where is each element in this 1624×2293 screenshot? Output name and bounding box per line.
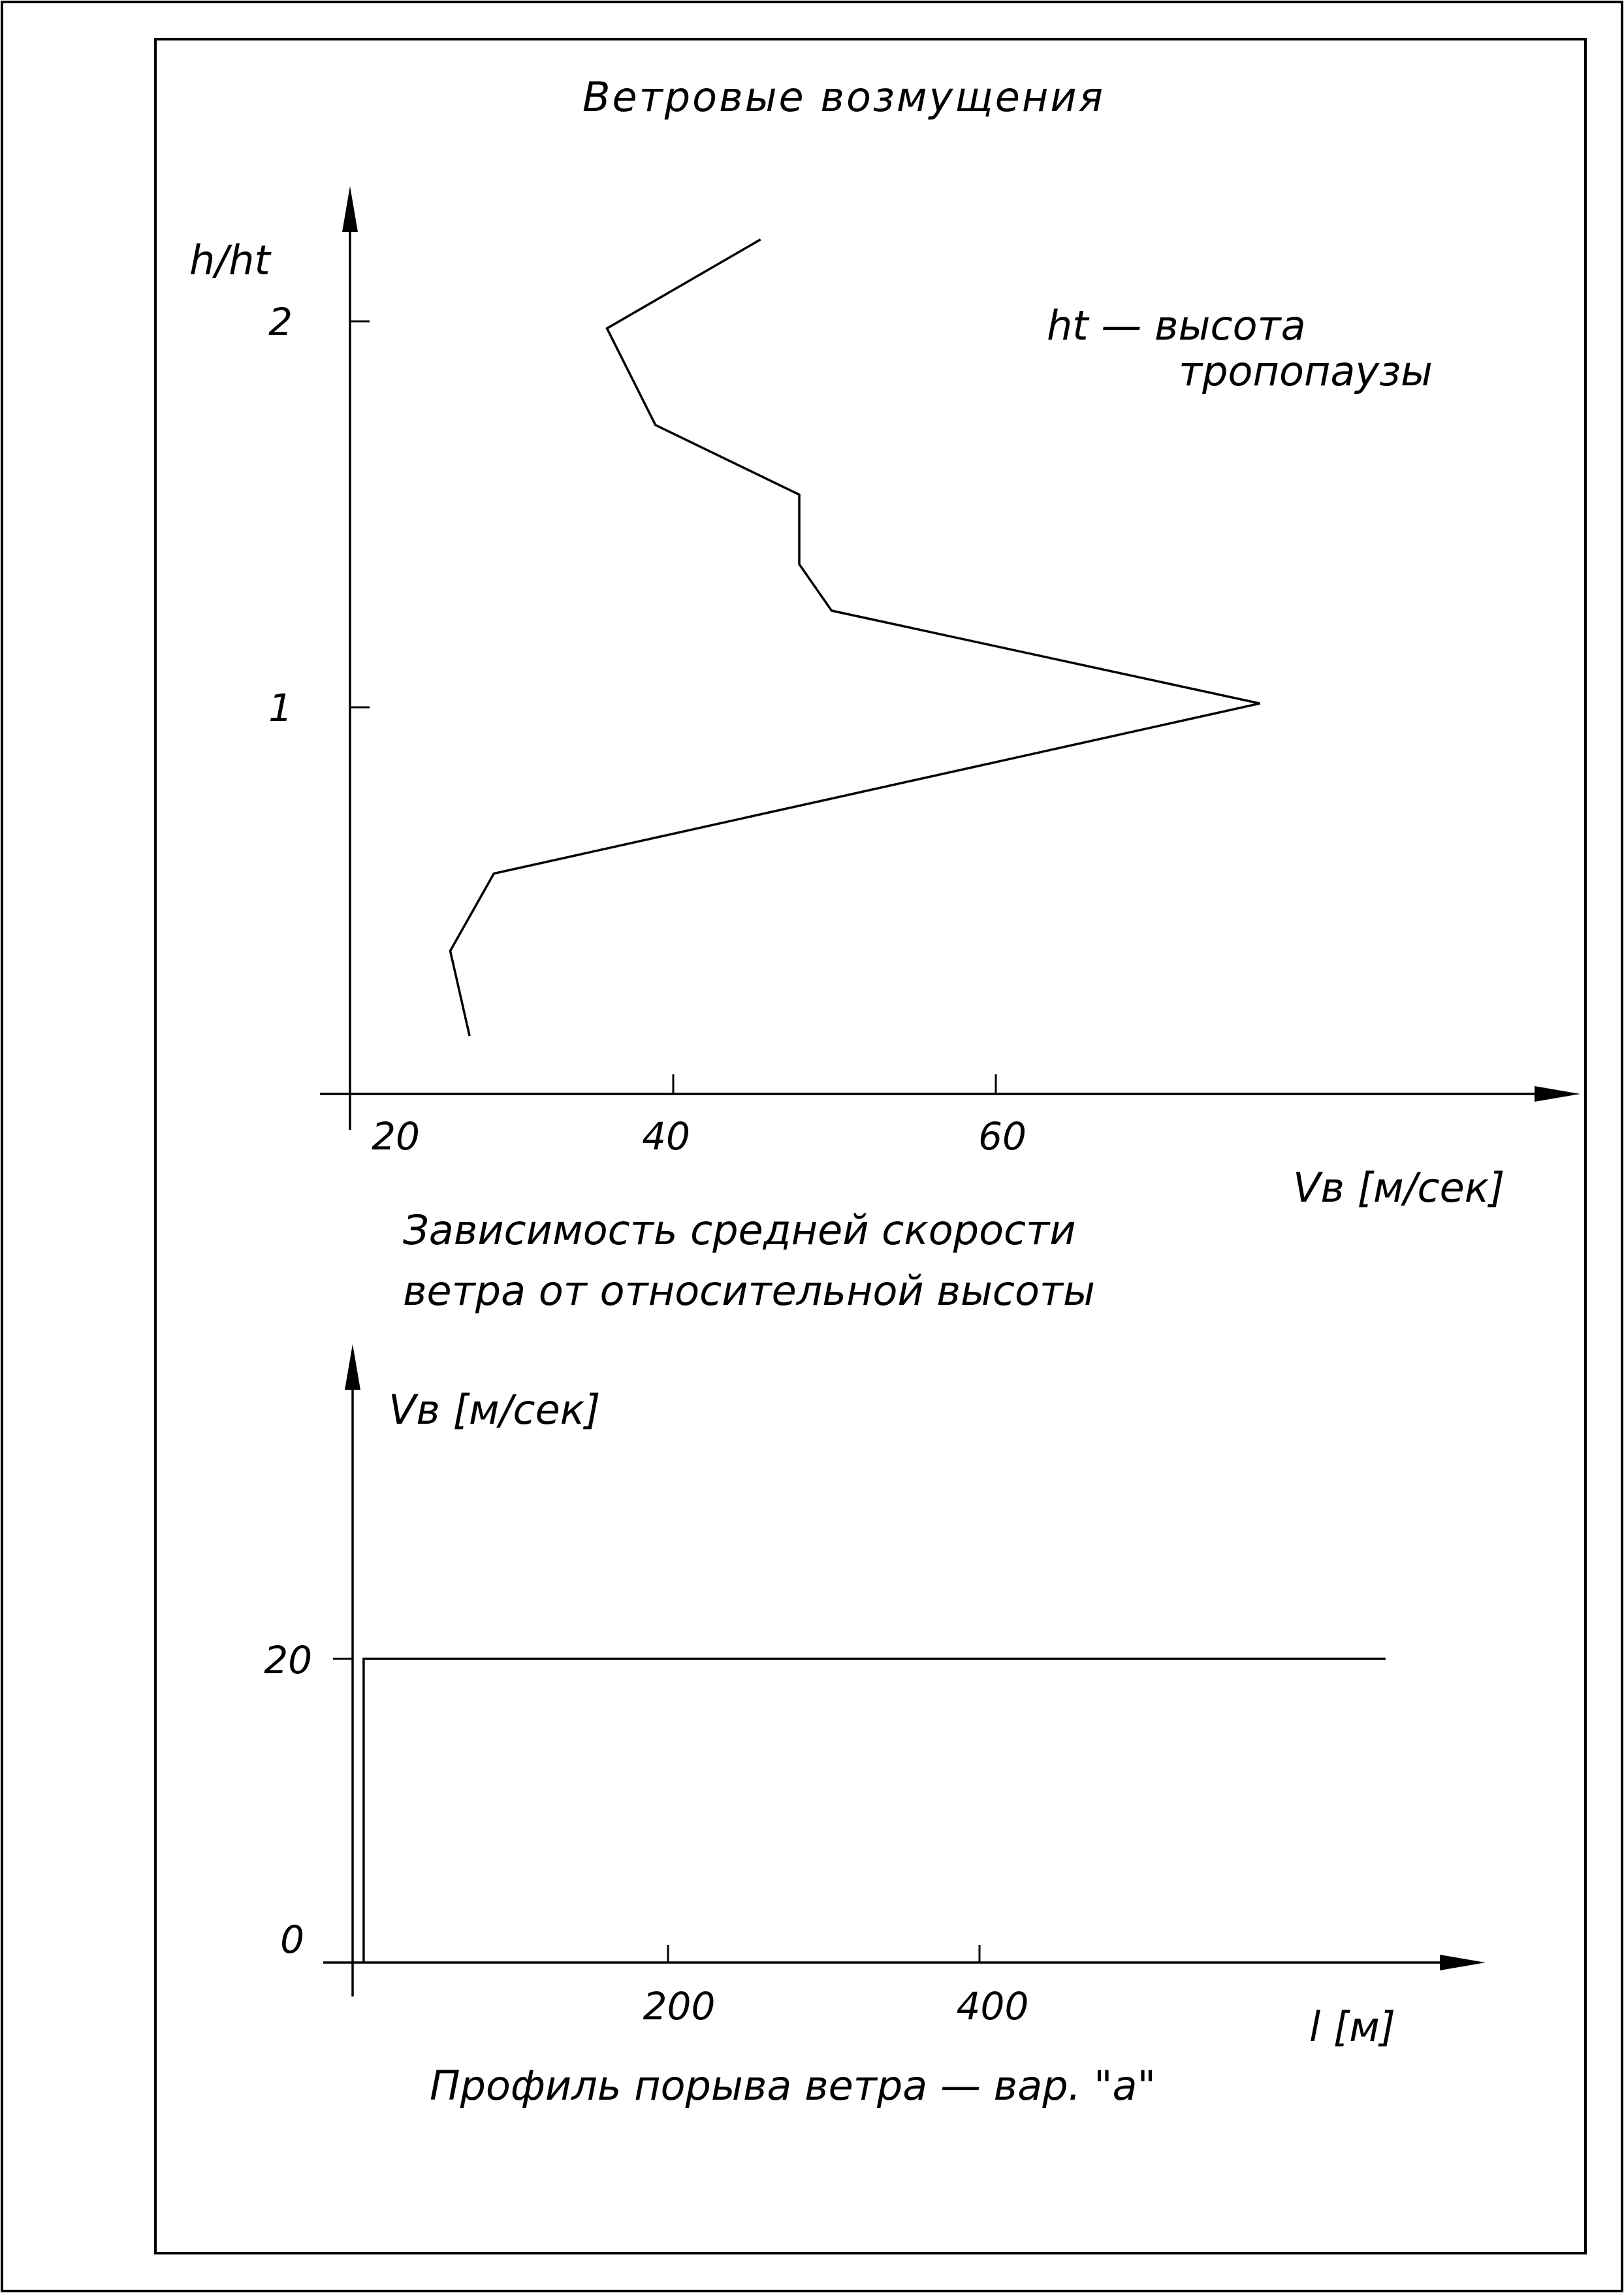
chart2-ylabel: Vв [м/сек] [389,1386,601,1434]
chart2-ytick-label: 0 [280,1917,304,1962]
chart1-x-axis-arrow [1535,1086,1580,1102]
chart2-caption: Профиль порыва ветра — вар. "а" [430,2062,1156,2109]
chart1-ytick-label: 2 [268,300,293,344]
chart2-x-axis-arrow [1440,1955,1486,1970]
outer-border [2,2,1622,2291]
chart1-xtick-label: 40 [642,1114,690,1159]
chart2-ytick-label: 20 [264,1638,312,1682]
chart1-xtick-label: 60 [978,1114,1027,1159]
sheet-title: Ветровые возмущения [582,73,1106,121]
chart1-caption-line-1: Зависимость средней скорости [403,1206,1076,1254]
annotation-line-2: тропопаузы [1179,347,1433,395]
chart1-series-line [451,240,1260,1036]
chart1-y-axis-arrow [342,186,358,232]
chart2-xlabel: l [м] [1309,2003,1396,2051]
chart1-xlabel: Vв [м/сек] [1293,1164,1505,1211]
chart1-caption-line-2: ветра от относительной высоты [403,1267,1095,1315]
chart1-ylabel: h/ht [189,236,270,284]
chart2-series-line [364,1659,1386,1963]
chart1-ytick-label: 1 [268,686,293,730]
chart1-xtick-label: 20 [372,1114,420,1159]
chart2-xtick-label: 400 [956,1984,1029,2028]
chart2-xtick-label: 200 [643,1984,716,2028]
gust-profile-chart [264,1344,1486,2109]
annotation-line-1: ht — высота [1047,302,1306,349]
chart2-y-axis-arrow [345,1344,360,1390]
wind-profile-chart [189,186,1580,1315]
